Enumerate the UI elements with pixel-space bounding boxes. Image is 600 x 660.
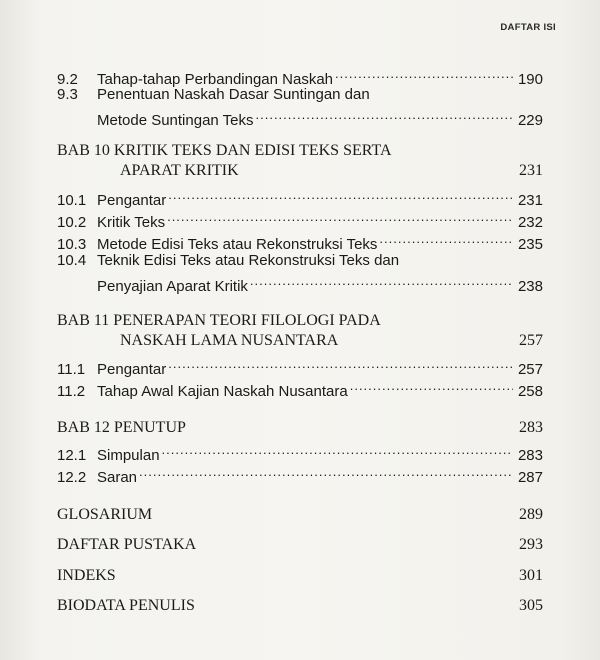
section-number: 12.2 xyxy=(57,469,87,486)
toc-indeks xyxy=(57,566,543,586)
chapter-title-line-1: BAB 11 PENERAPAN TEORI FILOLOGI PADA xyxy=(57,312,381,329)
page-number: 305 xyxy=(519,597,543,614)
section-number: 12.1 xyxy=(57,447,87,464)
section-number: 9.2 xyxy=(57,71,78,88)
chapter-title: BAB 12 PENUTUP xyxy=(57,419,186,436)
toc-entry-12-2 xyxy=(57,462,543,486)
section-title: Metode Edisi Teks atau Rekonstruksi Teks xyxy=(97,236,378,253)
toc-chapter-11 xyxy=(57,311,543,351)
section-title: Tahap-tahap Perbandingan Naskah xyxy=(97,71,334,88)
chapter-title-line-2: NASKAH LAMA NUSANTARA xyxy=(120,332,339,349)
toc-chapter-12 xyxy=(57,418,543,438)
toc-chapter-10 xyxy=(57,141,543,181)
section-number: 11.1 xyxy=(57,361,86,378)
dot-leader xyxy=(250,271,513,291)
section-number: 11.2 xyxy=(57,383,86,400)
page-number: 257 xyxy=(517,361,543,378)
page-number: 232 xyxy=(517,214,543,231)
page-number: 235 xyxy=(517,236,543,253)
page-number: 238 xyxy=(517,278,543,295)
section-title: Pengantar xyxy=(97,192,167,209)
page-number: 301 xyxy=(519,567,543,584)
toc-entry-9-3 xyxy=(57,85,543,129)
page-number: 289 xyxy=(519,506,543,523)
section-title: Tahap Awal Kajian Naskah Nusantara xyxy=(97,383,348,400)
section-title-line-1: Teknik Edisi Teks atau Rekonstruksi Teks dan xyxy=(97,252,400,269)
toc-entry-10-2 xyxy=(57,207,543,231)
page-number: 258 xyxy=(517,383,543,400)
section-title: Saran xyxy=(97,469,138,486)
section-number: 9.3 xyxy=(57,86,78,103)
section-number: 10.2 xyxy=(57,214,87,231)
page-number: 231 xyxy=(519,162,543,179)
section-number: 10.1 xyxy=(57,192,87,209)
dot-leader xyxy=(167,207,513,227)
page-number: 287 xyxy=(517,469,543,486)
toc-entry-10-1 xyxy=(57,185,543,209)
matter-title: GLOSARIUM xyxy=(57,506,153,523)
matter-title: DAFTAR PUSTAKA xyxy=(57,536,197,553)
toc-entry-11-2 xyxy=(57,376,543,400)
toc-entry-10-3 xyxy=(57,229,543,253)
toc-entry-11-1 xyxy=(57,354,543,378)
section-title: Simpulan xyxy=(97,447,160,464)
section-title-line-2: Metode Suntingan Teks xyxy=(97,112,254,129)
dot-leader xyxy=(168,185,513,205)
toc-entry-12-1 xyxy=(57,440,543,464)
section-title: Pengantar xyxy=(97,361,167,378)
toc-biodata-penulis xyxy=(57,596,543,616)
matter-title: BIODATA PENULIS xyxy=(57,597,195,614)
toc-entry-9-2 xyxy=(57,64,543,88)
dot-leader xyxy=(162,440,513,460)
page-number: 190 xyxy=(517,71,543,88)
dot-leader xyxy=(256,105,514,125)
page-number: 283 xyxy=(517,447,543,464)
page-number: 231 xyxy=(517,192,543,209)
section-title-line-2: Penyajian Aparat Kritik xyxy=(97,278,248,295)
page-number: 293 xyxy=(519,536,543,553)
dot-leader xyxy=(379,229,513,249)
dot-leader xyxy=(350,376,513,396)
page-number: 229 xyxy=(517,112,543,129)
chapter-title-line-2: APARAT KRITIK xyxy=(120,162,239,179)
dot-leader xyxy=(139,462,513,482)
dot-leader xyxy=(168,354,513,374)
page-number: 257 xyxy=(519,332,543,349)
section-number: 10.3 xyxy=(57,236,87,253)
section-number: 10.4 xyxy=(57,252,87,269)
dot-leader xyxy=(335,64,513,84)
toc-daftar-pustaka xyxy=(57,535,543,555)
matter-title: INDEKS xyxy=(57,567,116,584)
chapter-title-line-1: BAB 10 KRITIK TEKS DAN EDISI TEKS SERTA xyxy=(57,142,392,159)
page-number: 283 xyxy=(519,419,543,436)
running-header: DAFTAR ISI xyxy=(500,22,556,33)
section-title: Kritik Teks xyxy=(97,214,166,231)
section-title-line-1: Penentuan Naskah Dasar Suntingan dan xyxy=(97,86,370,103)
toc-glosarium xyxy=(57,505,543,525)
toc-entry-10-4 xyxy=(57,251,543,295)
